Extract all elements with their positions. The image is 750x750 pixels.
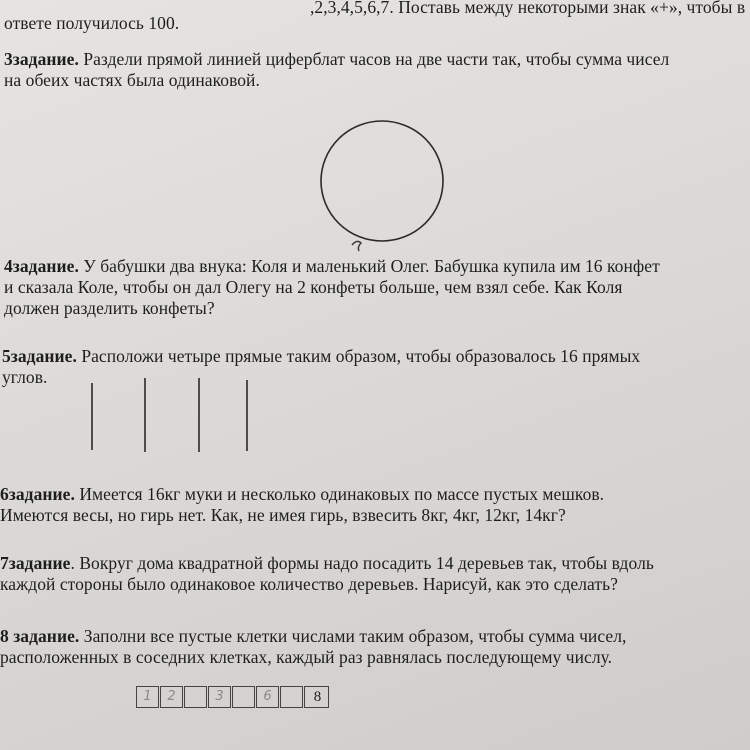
- task8-label: 8 задание.: [0, 626, 80, 646]
- task3-text-1: Раздели прямой линией циферблат часов на две части так, чтобы сумма чисел: [78, 49, 670, 69]
- intro-line-1: ,2,3,4,5,6,7. Поставь между некоторыми знак «+», чтобы в: [310, 0, 746, 17]
- cell-4-value: 3: [215, 689, 224, 704]
- task3-line-2: на обеих частях была одинаковой.: [4, 70, 260, 90]
- cell-1-value: 1: [143, 689, 152, 704]
- task7-text-1: . Вокруг дома квадратной формы надо посадить 14 деревьев так, чтобы вдоль: [70, 553, 654, 573]
- cell-6-value: 6: [263, 689, 272, 704]
- task3-label: 3задание.: [4, 49, 79, 69]
- task5-line-2: углов.: [2, 367, 48, 387]
- task5-text-1: Расположи четыре прямые таким образом, чтобы образовалось 16 прямых: [76, 346, 641, 366]
- task8-line-2: расположенных в соседних клетках, каждый раз равнялась последующему числу.: [0, 647, 613, 667]
- task4-line-2: и сказала Коле, чтобы он дал Олегу на 2 конфеты больше, чем взял себе. Как Коля: [4, 277, 623, 297]
- cell-2-value: 2: [167, 689, 176, 704]
- task7-line-1: [0, 553, 654, 573]
- task6-line-1: [0, 484, 604, 504]
- task4-label: 4задание.: [4, 256, 79, 276]
- cell-8-value: 8: [313, 689, 322, 705]
- task7-label: 7задание: [0, 553, 71, 573]
- task6-text-1: Имеется 16кг муки и несколько одинаковых по массе пустых мешков.: [74, 484, 605, 504]
- cell-5-value: [232, 686, 255, 708]
- task8-text-1: Заполни все пустые клетки числами таким образом, чтобы сумма чисел,: [79, 626, 627, 646]
- number-cells-row: [136, 686, 332, 710]
- task4-line-3: должен разделить конфеты?: [4, 298, 215, 318]
- intro-line-2: ответе получилось 100.: [4, 13, 180, 33]
- cell-7-value: [280, 686, 303, 708]
- task6-label: 6задание.: [0, 484, 75, 504]
- task4-text-1: У бабушки два внука: Коля и маленький Олег. Бабушка купила им 16 конфет: [78, 256, 660, 276]
- task7-line-2: каждой стороны было одинаковое количество деревьев. Нарисуй, как это сделать?: [0, 574, 618, 594]
- cell-3-value: [184, 686, 207, 708]
- task6-line-2: Имеются весы, но гирь нет. Как, не имея гирь, взвесить 8кг, 4кг, 12кг, 14кг?: [0, 505, 566, 525]
- task8-line-1: [0, 626, 626, 646]
- task5-label: 5задание.: [2, 346, 77, 366]
